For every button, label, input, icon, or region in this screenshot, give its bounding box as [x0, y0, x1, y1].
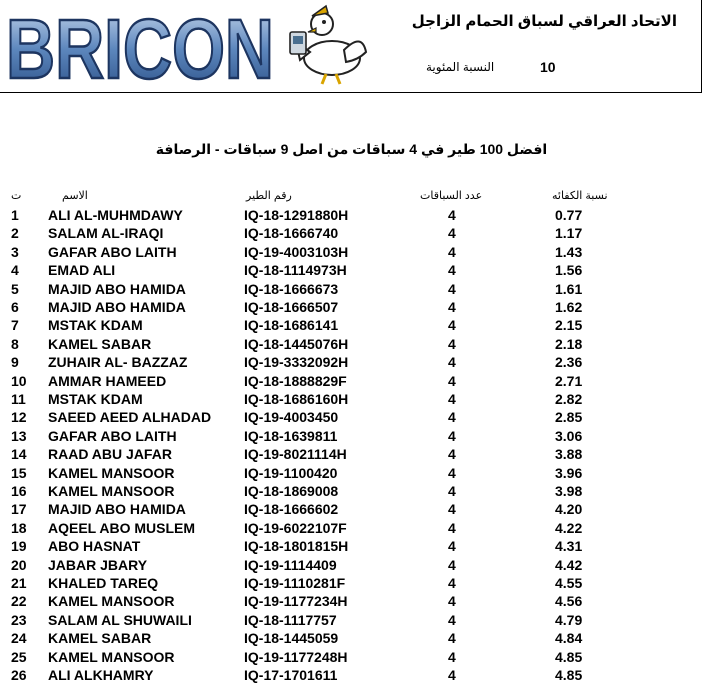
cell-ratio: 4.85 — [555, 648, 583, 665]
cell-ring: IQ-19-4003450 — [244, 409, 339, 426]
report-subtitle: افضل 100 طير في 4 سباقات من اصل 9 سباقات - الرصافة — [155, 141, 548, 157]
cell-races: 4 — [448, 630, 456, 647]
cell-num: 13 — [11, 427, 27, 444]
column-header-ring: رقم الطير — [246, 190, 292, 202]
cell-num: 24 — [11, 630, 27, 647]
cell-ratio: 1.17 — [555, 225, 583, 242]
cell-ratio: 4.84 — [555, 630, 583, 647]
cell-ring: IQ-19-8021114H — [244, 446, 347, 463]
cell-name: RAAD ABU JAFAR — [48, 446, 172, 463]
cell-ratio: 3.98 — [555, 483, 583, 499]
cell-ring: IQ-19-1114409 — [244, 556, 337, 573]
cell-num: 16 — [11, 483, 27, 499]
cell-num: 11 — [11, 391, 26, 407]
cell-num: 14 — [11, 446, 27, 463]
cell-races: 4 — [448, 372, 456, 389]
cell-name: ABO HASNAT — [48, 538, 141, 555]
column-header-num: ت — [11, 190, 22, 202]
organization-title: الاتحاد العراقي لسباق الحمام الزاجل — [411, 13, 677, 30]
cell-name: ALI ALKHAMRY — [48, 667, 154, 683]
cell-name: SAEED AEED ALHADAD — [48, 409, 212, 426]
cell-name: MAJID ABO HAMIDA — [48, 280, 186, 297]
cell-ring: IQ-18-1666673 — [244, 280, 339, 297]
cell-name: MSTAK KDAM — [48, 317, 143, 334]
cell-races: 4 — [448, 483, 456, 499]
cell-num: 17 — [11, 501, 27, 518]
table-row — [0, 225, 703, 243]
cell-races: 4 — [448, 648, 456, 665]
cell-ring: IQ-19-6022107F — [244, 519, 347, 536]
cell-num: 19 — [11, 538, 27, 555]
cell-ring: IQ-19-1110281F — [244, 575, 346, 591]
table-row — [0, 336, 703, 354]
cell-ring: IQ-18-1291880H — [244, 207, 349, 223]
cell-races: 4 — [448, 538, 456, 555]
cell-ring: IQ-18-1686141 — [244, 317, 339, 334]
cell-num: 7 — [11, 317, 19, 334]
cell-ratio: 1.56 — [555, 262, 583, 279]
cell-ring: IQ-18-1117757 — [244, 611, 337, 628]
cell-name: GAFAR ABO LAITH — [48, 243, 177, 260]
cell-races: 4 — [448, 243, 456, 260]
cell-num: 12 — [11, 409, 27, 426]
table-row — [0, 557, 703, 575]
table-row — [0, 446, 703, 464]
table-row — [0, 428, 703, 446]
table-row — [0, 538, 703, 556]
cell-num: 22 — [11, 593, 27, 610]
cell-ratio: 1.62 — [555, 299, 583, 315]
cell-num: 1 — [11, 207, 19, 223]
cell-num: 10 — [11, 372, 27, 389]
cell-name: GAFAR ABO LAITH — [48, 427, 177, 444]
cell-ratio: 3.88 — [555, 446, 583, 463]
cell-races: 4 — [448, 335, 456, 352]
cell-races: 4 — [448, 409, 456, 426]
cell-ring: IQ-19-4003103H — [244, 243, 349, 260]
cell-races: 4 — [448, 593, 456, 610]
cell-ratio: 4.56 — [555, 593, 583, 610]
cell-races: 4 — [448, 575, 456, 591]
cell-name: ALI AL-MUHMDAWY — [48, 207, 183, 223]
cell-ratio: 3.06 — [555, 427, 583, 444]
cell-name: MAJID ABO HAMIDA — [48, 501, 186, 518]
table-row — [0, 649, 703, 667]
bricon-logo — [3, 2, 278, 96]
cell-num: 26 — [11, 667, 27, 683]
cell-name: SALAM AL-IRAQI — [48, 225, 164, 242]
cell-num: 6 — [11, 299, 19, 315]
cell-ratio: 2.85 — [555, 409, 583, 426]
cell-races: 4 — [448, 317, 456, 334]
cell-races: 4 — [448, 556, 456, 573]
cell-ring: IQ-18-1686160H — [244, 391, 349, 407]
cell-ratio: 2.15 — [555, 317, 583, 334]
column-header-name: الاسم — [62, 190, 88, 202]
cell-name: KAMEL MANSOOR — [48, 483, 175, 499]
column-header-ratio: نسبة الكفائه — [552, 190, 608, 202]
cell-ring: IQ-19-3332092H — [244, 354, 349, 371]
cell-num: 3 — [11, 243, 19, 260]
table-row — [0, 667, 703, 685]
cell-name: SALAM AL SHUWAILI — [48, 611, 192, 628]
table-row — [0, 520, 703, 538]
cell-ring: IQ-19-1177248H — [244, 648, 348, 665]
cell-races: 4 — [448, 280, 456, 297]
cell-races: 4 — [448, 262, 456, 279]
cell-name: KHALED TAREQ — [48, 575, 159, 591]
table-row — [0, 501, 703, 519]
cell-ratio: 2.36 — [555, 354, 583, 371]
cell-ratio: 4.22 — [555, 519, 583, 536]
cell-races: 4 — [448, 667, 456, 683]
table-row — [0, 354, 703, 372]
cell-ring: IQ-18-1888829F — [244, 372, 347, 389]
cell-num: 2 — [11, 225, 19, 242]
cell-num: 21 — [11, 575, 27, 591]
table-row — [0, 317, 703, 335]
cell-ratio: 4.42 — [555, 556, 583, 573]
table-row — [0, 465, 703, 483]
cell-name: AQEEL ABO MUSLEM — [48, 519, 196, 536]
table-row — [0, 391, 703, 409]
table-row — [0, 299, 703, 317]
cell-ring: IQ-19-1177234H — [244, 593, 348, 610]
cell-num: 15 — [11, 464, 27, 481]
table-row — [0, 281, 703, 299]
cell-ratio: 3.96 — [555, 464, 583, 481]
cell-name: KAMEL MANSOOR — [48, 464, 175, 481]
cell-races: 4 — [448, 427, 456, 444]
cell-ring: IQ-18-1639811 — [244, 427, 338, 444]
cell-races: 4 — [448, 299, 456, 315]
cell-name: AMMAR HAMEED — [48, 372, 167, 389]
cell-ring: IQ-18-1666740 — [244, 225, 339, 242]
cell-races: 4 — [448, 446, 456, 463]
cell-ring: IQ-18-1445059 — [244, 630, 339, 647]
cell-ring: IQ-18-1114973H — [244, 262, 347, 279]
cell-name: MAJID ABO HAMIDA — [48, 299, 186, 315]
table-row — [0, 593, 703, 611]
cell-name: KAMEL SABAR — [48, 335, 152, 352]
cell-num: 25 — [11, 648, 27, 665]
cell-ratio: 2.82 — [555, 391, 583, 407]
cell-num: 4 — [11, 262, 19, 279]
pigeon-mascot-icon — [282, 2, 368, 88]
cell-races: 4 — [448, 207, 456, 223]
cell-ratio: 1.43 — [555, 243, 583, 260]
table-row — [0, 409, 703, 427]
cell-ring: IQ-18-1801815H — [244, 538, 349, 555]
cell-ratio: 4.79 — [555, 611, 583, 628]
cell-races: 4 — [448, 354, 456, 371]
table-row — [0, 373, 703, 391]
table-row — [0, 483, 703, 501]
cell-num: 23 — [11, 611, 27, 628]
table-row — [0, 612, 703, 630]
cell-ratio: 2.18 — [555, 335, 583, 352]
cell-races: 4 — [448, 519, 456, 536]
cell-name: EMAD ALI — [48, 262, 116, 279]
cell-num: 5 — [11, 280, 19, 297]
cell-ratio: 4.55 — [555, 575, 583, 591]
table-row — [0, 630, 703, 648]
cell-races: 4 — [448, 611, 456, 628]
cell-name: ZUHAIR AL- BAZZAZ — [48, 354, 188, 371]
cell-name: JABAR JBARY — [48, 556, 148, 573]
cell-ratio: 4.20 — [555, 501, 583, 518]
table-row — [0, 575, 703, 593]
table-row — [0, 207, 703, 225]
cell-ring: IQ-18-1666602 — [244, 501, 339, 518]
cell-num: 20 — [11, 556, 27, 573]
cell-name: MSTAK KDAM — [48, 391, 143, 407]
cell-name: KAMEL MANSOOR — [48, 648, 175, 665]
cell-ratio: 4.85 — [555, 667, 583, 683]
cell-name: KAMEL MANSOOR — [48, 593, 175, 610]
cell-races: 4 — [448, 464, 456, 481]
cell-races: 4 — [448, 391, 456, 407]
cell-races: 4 — [448, 501, 456, 518]
cell-ratio: 2.71 — [555, 372, 583, 389]
cell-num: 8 — [11, 335, 19, 352]
table-row — [0, 262, 703, 280]
cell-ring: IQ-18-1869008 — [244, 483, 339, 499]
cell-ratio: 4.31 — [555, 538, 583, 555]
percentage-value: 10 — [540, 59, 556, 75]
cell-ring: IQ-18-1666507 — [244, 299, 339, 315]
cell-name: KAMEL SABAR — [48, 630, 152, 647]
cell-ring: IQ-18-1445076H — [244, 335, 349, 352]
cell-ratio: 0.77 — [555, 207, 583, 223]
cell-num: 9 — [11, 354, 19, 371]
cell-races: 4 — [448, 225, 456, 242]
cell-ratio: 1.61 — [555, 280, 583, 297]
table-row — [0, 244, 703, 262]
svg-text:BRICON: BRICON — [6, 2, 274, 96]
report-header — [0, 0, 702, 96]
cell-ring: IQ-17-1701611 — [244, 667, 338, 683]
cell-num: 18 — [11, 519, 27, 536]
percentage-label: النسبة المئوية — [426, 60, 495, 74]
cell-ring: IQ-19-1100420 — [244, 464, 338, 481]
column-header-races: عدد السباقات — [420, 190, 483, 202]
